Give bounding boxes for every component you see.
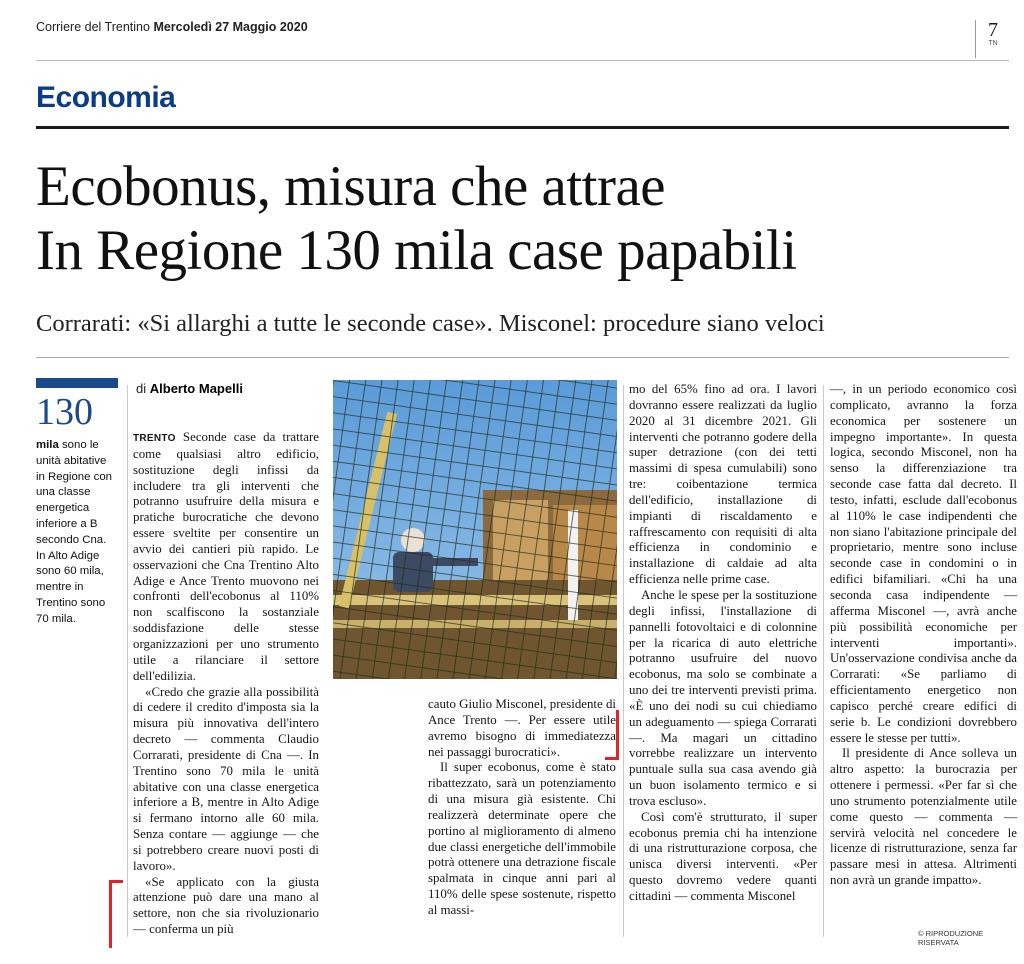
edition-code: TN [988, 40, 998, 47]
newspaper-name: Corriere del Trentino [36, 20, 150, 34]
paragraph-text: Seconde case da trattare come qualsiasi altro edificio, sostituzione degli infissi da includere tra gli interventi che potranno usufruire della misura e pratiche burocratiche che devono essere sveltite per consentire un avvio dei cantieri più rapido. Le osservazioni che Cna Trentino Alto Adige e Ance Trento muovono nei confronti dell'ecobonus al 110% non scalfiscono la sostanziale soddisfazione delle stesse organizzazioni per uno strumento utile a rilanciare il settore dell'edilizia. [133, 430, 319, 683]
red-markup-line [109, 880, 112, 948]
subheadline: Corrarati: «Si allarghi a tutte le seconde case». Misconel: procedure siano veloci [36, 310, 825, 337]
paragraph: Il super ecobonus, come è stato ribattezzato, sarà un potenziamento di una misura già esistente. Chi realizzerà determinate opere che portino al miglioramento di almeno due classi energetiche dell'immobile potrà ottenere una detrazione fiscale spalmata in cinque anni pari al 110% delle spese sostenute, rispetto al massi- [428, 760, 616, 917]
article-photo [333, 380, 617, 679]
construction-worker-image [333, 380, 617, 679]
stat-caption [36, 438, 118, 628]
page-header [36, 20, 308, 34]
stat-caption-text: sono le unità abitative in Regione con una classe energetica inferiore a B secondo Cna. In Alto Adige sono 60 mila, mentre in Trentino sono 70 mila. [36, 439, 112, 625]
paragraph: mo del 65% fino ad ora. I lavori dovranno essere realizzati da luglio 2020 al 31 dicembre 2021. Gli interventi che potranno godere della super detrazione (con dei tetti massimi di spesa cumulabili) sono tre: coibentazione termica dell'edificio, installazione di impianti di riscaldamento e raffrescamento con requisiti di alta efficienza in condominio e installazione di caldaie ad alta efficienza nelle prime case. [629, 382, 817, 587]
article-column-4 [830, 382, 1017, 889]
stat-figure: 130 [36, 391, 93, 433]
section-title: Economia [36, 81, 176, 114]
paragraph: —, in un periodo economico così complicato, avranno la forza economica per sostenere un impegno importante». In questa logica, secondo Misconel, non ha senso la differenziazione tra seconde case fatta dal decreto. Il testo, infatti, esclude dall'ecobonus al 110% le case indipendenti che non siano l'abitazione principale del proprietario, mentre sono incluse seconde case in condomini o in edifici bifamiliari. «Chi ha una seconda casa indipendente — afferma Misconel —, avrà anche più possibilità economiche per interventi importanti». Un'osservazione condivisa anche da Corrarati: «Se parliamo di efficientamento energetico non capisco perché creare edifici di serie b. Le condizioni dovrebbero essere le stesse per tutti». [830, 382, 1017, 745]
dateline: TRENTO [133, 433, 176, 444]
stat-caption-lead: mila [36, 439, 59, 451]
page-number: 7 [988, 19, 998, 41]
column-divider [623, 385, 624, 937]
header-divider [36, 60, 1009, 61]
article-column-3 [629, 382, 817, 905]
byline [136, 381, 243, 396]
paragraph: «Se applicato con la giusta attenzione può dare una mano al settore, non che sia rivoluzionario — conferma un più [133, 874, 319, 937]
copyright-notice: © RIPRODUZIONE RISERVATA [918, 929, 984, 947]
section-divider [36, 126, 1009, 129]
paragraph: Anche le spese per la sostituzione degli infissi, l'installazione di pannelli fotovoltaici e di colonnine per la ricarica di auto elettriche potranno usufruire del nuovo ecobonus, ma solo se combinate a uno dei tre interventi previsti prima. «È uno dei nodi su cui chiediamo un adeguamento — spiega Corrarati —. Ma magari un cittadino vorrebbe realizzare un intervento puntuale sulla sua casa avendo già un buon isolamento termico e si trova escluso». [629, 587, 817, 808]
stat-accent-bar [36, 378, 118, 388]
red-markup-line [616, 710, 619, 760]
headline-line-1: Ecobonus, misura che attrae [36, 155, 666, 218]
headline [36, 155, 797, 283]
paragraph: cauto Giulio Misconel, presidente di Ance Trento —. Per essere utile avremo bisogno di immediatezza nei passaggi burocratici». [428, 697, 616, 759]
subheadline-divider [36, 357, 1009, 358]
page-number-box [975, 20, 1010, 58]
byline-prefix: di [136, 381, 147, 396]
column-divider [823, 385, 824, 937]
red-markup-tick [605, 757, 619, 760]
headline-line-2: In Regione 130 mila case papabili [36, 219, 797, 282]
stat-sidebar [36, 378, 118, 628]
paragraph: Il presidente di Ance solleva un altro aspetto: la burocrazia per ottenere i permessi. «Per far sì che uno strumento potenzialmente utile come questo — commenta — servirà velocità nel concedere le licenze di ristrutturazione, senza far passare mesi in attesa. Altrimenti non avrà un grande impatto». [830, 746, 1017, 888]
byline-author: Alberto Mapelli [149, 381, 243, 396]
article-column-1 [133, 430, 319, 938]
paragraph [133, 430, 319, 685]
article-column-2 [428, 697, 616, 919]
issue-date: Mercoledì 27 Maggio 2020 [153, 20, 308, 34]
paragraph: «Credo che grazie alla possibilità di cedere il credito d'imposta sia la misura più innovativa dell'intero decreto — commenta Claudio Corrarati, presidente di Cna —. In Trentino sono 70 mila le unità abitative con una classe energetica inferiore a B, mentre in Alto Adige si fermano intorno alle 60 mila. Senza contare — aggiunge — che si potrebbero creare nuovi posti di lavoro». [133, 684, 319, 873]
column-divider [127, 385, 128, 937]
paragraph: Così com'è strutturato, il super ecobonus premia chi ha intenzione di una ristrutturazione corposa, che unisca diversi interventi. «Per questo dovremo vedere quanti cittadini — commenta Misconel [629, 809, 817, 903]
red-markup-tick [109, 880, 123, 883]
